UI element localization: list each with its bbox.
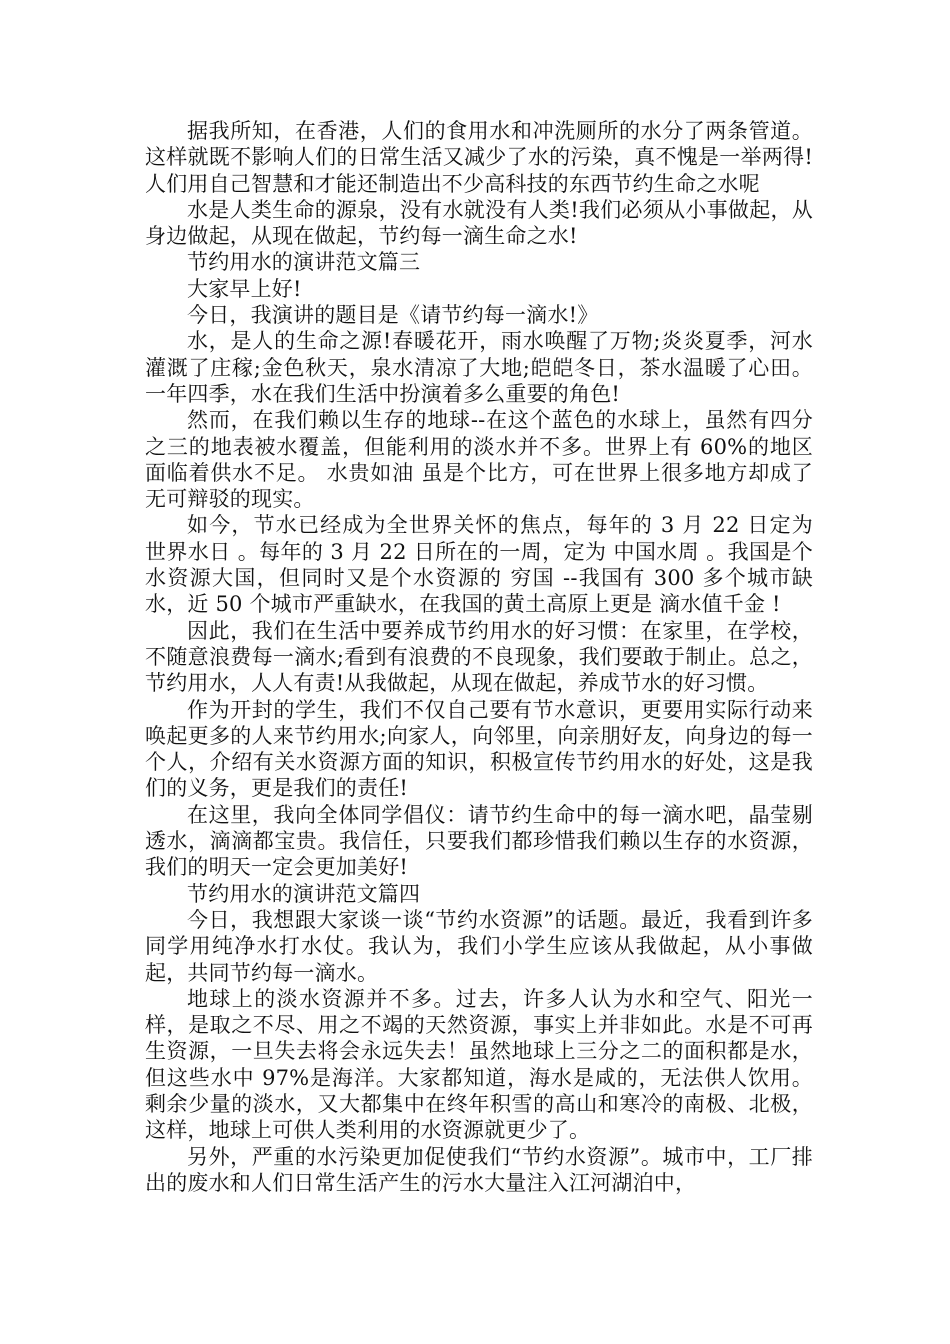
paragraph: 水，是人的生命之源!春暖花开，雨水唤醒了万物;炎炎夏季，河水灌溉了庄稼;金色秋天，泉水清凉了大地;皑皑冬日，茶水温暖了心田。一年四季，水在我们生活中扮演着多么重要的角色! [145, 329, 813, 406]
section-heading: 节约用水的演讲范文篇三 [187, 250, 421, 275]
paragraph: 今日，我想跟大家谈一谈“节约水资源”的话题。最近，我看到许多同学用纯净水打水仗。我认为，我们小学生应该从我做起，从小事做起，共同节约每一滴水。 [145, 907, 813, 985]
document-body [145, 118, 813, 1196]
paragraph: 今日，我演讲的题目是《请节约每一滴水!》 [187, 303, 599, 328]
paragraph: 另外，严重的水污染更加促使我们“节约水资源”。城市中，工厂排出的废水和人们日常生活产生的污水大量注入江河湖泊中， [145, 1144, 813, 1195]
paragraph: 因此，我们在生活中要养成节约用水的好习惯：在家里，在学校，不随意浪费每一滴水;看到有浪费的不良现象，我们要敢于制止。总之，节约用水，人人有责!从我做起，从现在做起，养成节水的好习惯。 [145, 618, 813, 696]
paragraph: 然而，在我们赖以生存的地球--在这个蓝色的水球上，虽然有四分之三的地表被水覆盖，但能利用的淡水并不多。世界上有 60%的地区面临着供水不足。 水贵如油 虽是个比方，可在世界上很多地方却成了无可辩驳的现实。 [145, 408, 813, 512]
paragraph: 地球上的淡水资源并不多。过去，许多人认为水和空气、阳光一样，是取之不尽、用之不竭的天然资源，事实上并非如此。水是不可再生资源，一旦失去将会永远失去！虽然地球上三分之二的面积都是水，但这些水中 97%是海洋。大家都知道，海水是咸的，无法供人饮用。剩余少量的淡水，又大都集中在终年积雪的高山和寒冷的南极、北极，这样，地球上可供人类利用的水资源就更少了。 [145, 986, 813, 1143]
paragraph: 水是人类生命的源泉，没有水就没有人类!我们必须从小事做起，从身边做起，从现在做起，节约每一滴生命之水! [145, 197, 813, 249]
greeting: 大家早上好! [187, 276, 302, 301]
paragraph: 据我所知，在香港，人们的食用水和冲洗厕所的水分了两条管道。这样就既不影响人们的日常生活又减少了水的污染，真不愧是一举两得!人们用自己智慧和才能还制造出不少高科技的东西节约生命之水呢 [145, 119, 813, 196]
paragraph: 如今，节水已经成为全世界关怀的焦点，每年的 3 月 22 日定为 世界水日 。每年的 3 月 22 日所在的一周，定为 中国水周 。我国是个水资源大国，但同时又是个水资源的 穷国 --我国有 300 多个城市缺水，近 50 个城市严重缺水，在我国的黄土高原上更是 滴水值千金 ! [145, 513, 813, 617]
paragraph: 作为开封的学生，我们不仅自己要有节水意识，更要用实际行动来唤起更多的人来节约用水;向家人，向邻里，向亲朋好友，向身边的每一个人，介绍有关水资源方面的知识，积极宣传节约用水的好处，这是我们的义务，更是我们的责任! [145, 697, 813, 801]
section-heading: 节约用水的演讲范文篇四 [187, 881, 421, 906]
paragraph: 在这里，我向全体同学倡仪：请节约生命中的每一滴水吧，晶莹剔透水，滴滴都宝贵。我信任，只要我们都珍惜我们赖以生存的水资源，我们的明天一定会更加美好! [145, 802, 813, 880]
